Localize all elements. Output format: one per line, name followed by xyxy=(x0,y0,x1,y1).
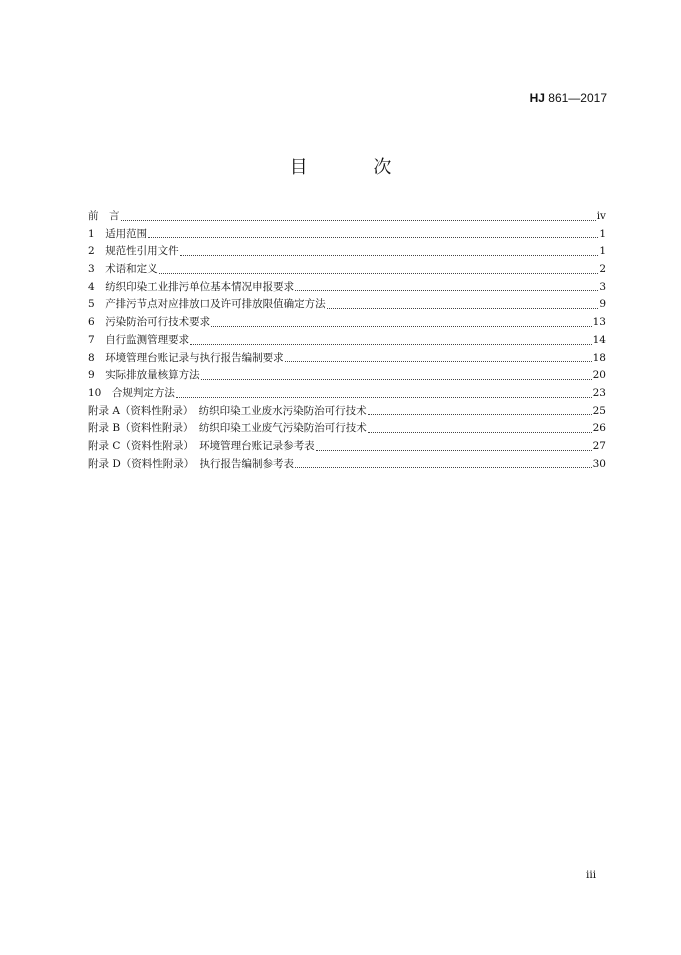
toc-entry-page: 30 xyxy=(592,457,606,470)
toc-entry-number: 2 xyxy=(88,245,106,258)
toc-entry-page: 18 xyxy=(592,351,606,364)
toc-entry-label: 产排污节点对应排放口及许可排放限值确定方法 xyxy=(105,298,326,311)
toc-entry[interactable] xyxy=(88,279,606,297)
toc-entry-number: 附录 D（资料性附录） xyxy=(88,457,200,470)
toc-entry-page: 9 xyxy=(599,298,606,311)
toc-entry-page: 2 xyxy=(599,263,606,276)
standard-prefix: HJ xyxy=(529,91,545,105)
standard-number: 861—2017 xyxy=(544,91,607,105)
toc-entry[interactable] xyxy=(88,456,606,474)
page-number: iii xyxy=(586,869,597,881)
toc-entry-label: 污染防治可行技术要求 xyxy=(105,316,211,329)
toc-entry-label: 环境管理台账记录参考表 xyxy=(199,439,315,452)
dot-leader xyxy=(121,219,596,221)
toc-entry-page: iv xyxy=(596,210,606,222)
toc-entry[interactable] xyxy=(88,367,606,385)
toc-entry[interactable] xyxy=(88,385,606,403)
toc-entry-number: 7 xyxy=(88,333,106,346)
toc-entry-number: 前 言 xyxy=(88,210,120,222)
toc-entry-label: 实际排放量核算方法 xyxy=(105,369,200,382)
toc-entry-label: 纺织印染工业废气污染防治可行技术 xyxy=(198,422,367,435)
toc-entry-page: 13 xyxy=(592,316,606,329)
toc-entry[interactable] xyxy=(88,208,606,226)
dot-leader xyxy=(190,343,591,345)
toc-entry-number: 6 xyxy=(88,316,106,329)
dot-leader xyxy=(285,360,592,362)
toc-entry-number: 附录 B（资料性附录） xyxy=(88,422,199,435)
toc-entry-number: 8 xyxy=(88,351,106,364)
table-of-contents xyxy=(88,208,606,473)
toc-title: 目 次 xyxy=(289,157,422,178)
toc-entry-number: 9 xyxy=(88,369,106,382)
dot-leader xyxy=(201,378,592,380)
toc-entry-number: 3 xyxy=(88,263,106,276)
toc-entry-page: 26 xyxy=(592,422,606,435)
toc-entry-label: 执行报告编制参考表 xyxy=(199,457,295,470)
dot-leader xyxy=(295,466,592,468)
toc-entry-page: 23 xyxy=(592,386,606,399)
toc-entry[interactable] xyxy=(88,350,606,368)
toc-entry[interactable] xyxy=(88,243,606,261)
toc-entry-label: 环境管理台账记录与执行报告编制要求 xyxy=(105,351,284,364)
dot-leader xyxy=(180,254,599,256)
toc-entry-number: 5 xyxy=(88,298,106,311)
toc-entry-label: 术语和定义 xyxy=(105,263,158,276)
dot-leader xyxy=(148,236,598,238)
toc-entry[interactable] xyxy=(88,296,606,314)
toc-entry-page: 1 xyxy=(599,245,606,258)
toc-entry[interactable] xyxy=(88,420,606,438)
toc-entry[interactable] xyxy=(88,403,606,421)
toc-entry-page: 14 xyxy=(592,333,606,346)
toc-entry[interactable] xyxy=(88,261,606,279)
toc-entry-page: 27 xyxy=(592,439,606,452)
toc-entry-page: 25 xyxy=(592,404,606,417)
toc-entry-number: 10 xyxy=(88,386,112,399)
dot-leader xyxy=(368,413,592,415)
dot-leader xyxy=(316,449,592,451)
toc-entry[interactable] xyxy=(88,332,606,350)
toc-entry-label: 纺织印染工业废水污染防治可行技术 xyxy=(198,404,367,417)
toc-entry-number: 附录 C（资料性附录） xyxy=(88,439,200,452)
toc-entry-label: 适用范围 xyxy=(105,227,148,240)
toc-entry-number: 1 xyxy=(88,227,106,240)
toc-entry-page: 20 xyxy=(592,369,606,382)
toc-entry-label: 自行监测管理要求 xyxy=(105,333,190,346)
toc-entry-label: 纺织印染工业排污单位基本情况申报要求 xyxy=(105,280,295,293)
dot-leader xyxy=(211,325,591,327)
toc-entry[interactable] xyxy=(88,314,606,332)
dot-leader xyxy=(176,396,592,398)
dot-leader xyxy=(327,307,599,309)
document-code xyxy=(530,91,607,105)
dot-leader xyxy=(368,431,592,433)
toc-entry[interactable] xyxy=(88,438,606,456)
toc-entry-page: 3 xyxy=(599,280,606,293)
dot-leader xyxy=(295,289,598,291)
toc-entry-number: 4 xyxy=(88,280,106,293)
toc-entry-page: 1 xyxy=(599,227,606,240)
toc-entry[interactable] xyxy=(88,226,606,244)
dot-leader xyxy=(159,272,599,274)
toc-entry-number: 附录 A（资料性附录） xyxy=(88,404,199,417)
toc-entry-label: 合规判定方法 xyxy=(111,386,175,399)
toc-entry-label: 规范性引用文件 xyxy=(105,245,179,258)
